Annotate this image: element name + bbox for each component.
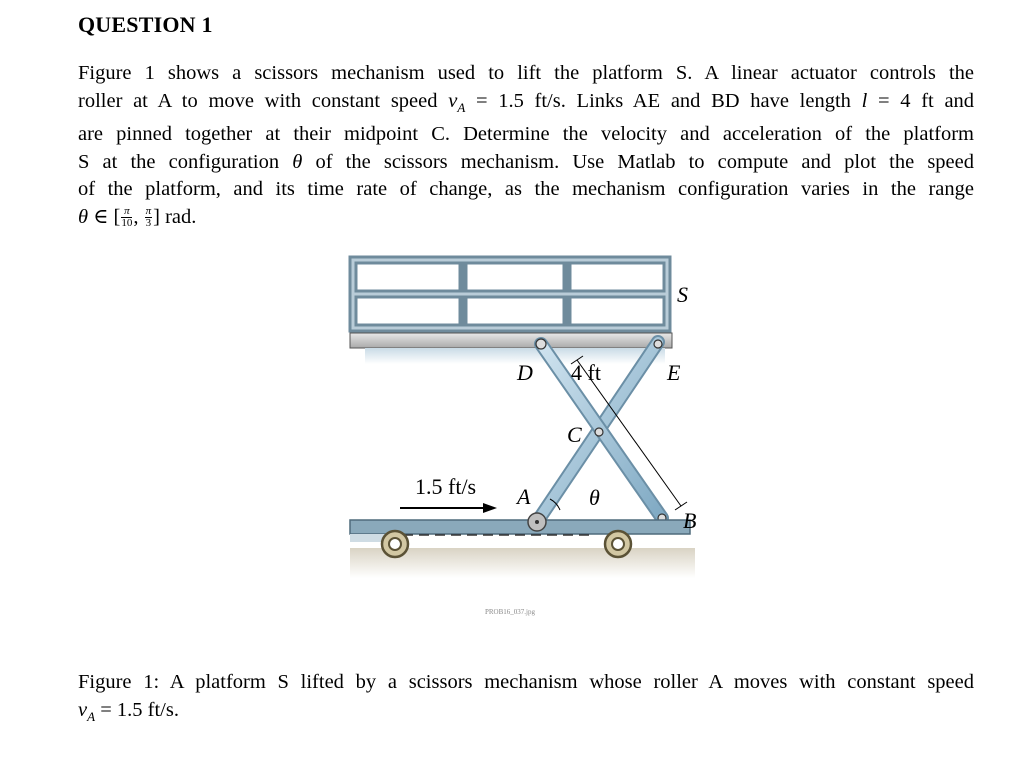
problem-statement: [78, 60, 974, 231]
range-open-bracket: [: [113, 205, 121, 228]
statement-line-1: Figure 1 shows a scissors mechanism used to lift the platform S. A linear actuator controls the: [78, 62, 974, 84]
label-d: D: [517, 360, 533, 385]
pin-e: [654, 340, 662, 348]
statement-line-6: [78, 204, 974, 232]
statement-text: = 4 ft and: [878, 89, 975, 112]
statement-line-2: [78, 88, 974, 122]
platform-railing: [353, 260, 667, 328]
label-theta: θ: [589, 485, 600, 510]
statement-text: S at the configuration: [78, 150, 280, 173]
theta-variable: θ: [78, 205, 89, 228]
range-close-bracket: ]: [153, 205, 160, 228]
scissors-mechanism-diagram: [345, 252, 705, 617]
statement-text: rad.: [165, 205, 197, 228]
caption-line-2: [78, 697, 974, 731]
label-length: 4 ft: [571, 360, 601, 385]
speed-arrow: [400, 503, 497, 513]
caption-line-1: Figure 1: A platform S lifted by a scissors mechanism whose roller A moves with constant speed: [78, 671, 974, 693]
length-variable: l: [861, 89, 868, 112]
figure-watermark: PROB16_037.jpg: [485, 608, 535, 616]
pin-d: [536, 339, 546, 349]
label-b: B: [683, 508, 697, 533]
range-comma: ,: [133, 205, 139, 228]
speed-variable: $v_A$: [448, 89, 466, 115]
statement-line-4: [78, 149, 974, 177]
pin-c: [595, 428, 603, 436]
element-of-symbol: ∈: [93, 205, 109, 228]
statement-text: = 1.5 ft/s. Links AE and BD have length: [475, 89, 851, 112]
caption-text: = 1.5 ft/s.: [100, 698, 179, 721]
statement-text: roller at A to move with constant speed: [78, 89, 438, 112]
statement-line-5: of the platform, and its time rate of change, as the mechanism configuration varies in the range: [78, 178, 974, 201]
cart-wheel-left: [382, 531, 408, 557]
label-e: E: [667, 360, 681, 385]
scissors-mechanism-figure: [345, 252, 705, 617]
label-speed: 1.5 ft/s: [415, 474, 477, 499]
cart-wheel-right: [605, 531, 631, 557]
label-c: C: [567, 422, 582, 447]
label-a: A: [517, 484, 531, 509]
fraction-pi-over-10: $\frac{\pi}{10}$: [121, 205, 133, 230]
figure-caption: [78, 669, 974, 730]
fraction-pi-over-3: $\frac{\pi}{3}$: [145, 205, 152, 230]
label-s: S: [677, 282, 688, 307]
speed-variable: $v_A$: [78, 698, 96, 724]
theta-variable: θ: [292, 150, 303, 173]
statement-line-3: are pinned together at their midpoint C. Determine the velocity and acceleration of the platform: [78, 123, 974, 146]
question-heading: QUESTION 1: [78, 12, 213, 37]
platform-deck: [350, 333, 672, 364]
statement-text: of the scissors mechanism. Use Matlab to compute and plot the speed: [315, 150, 975, 173]
